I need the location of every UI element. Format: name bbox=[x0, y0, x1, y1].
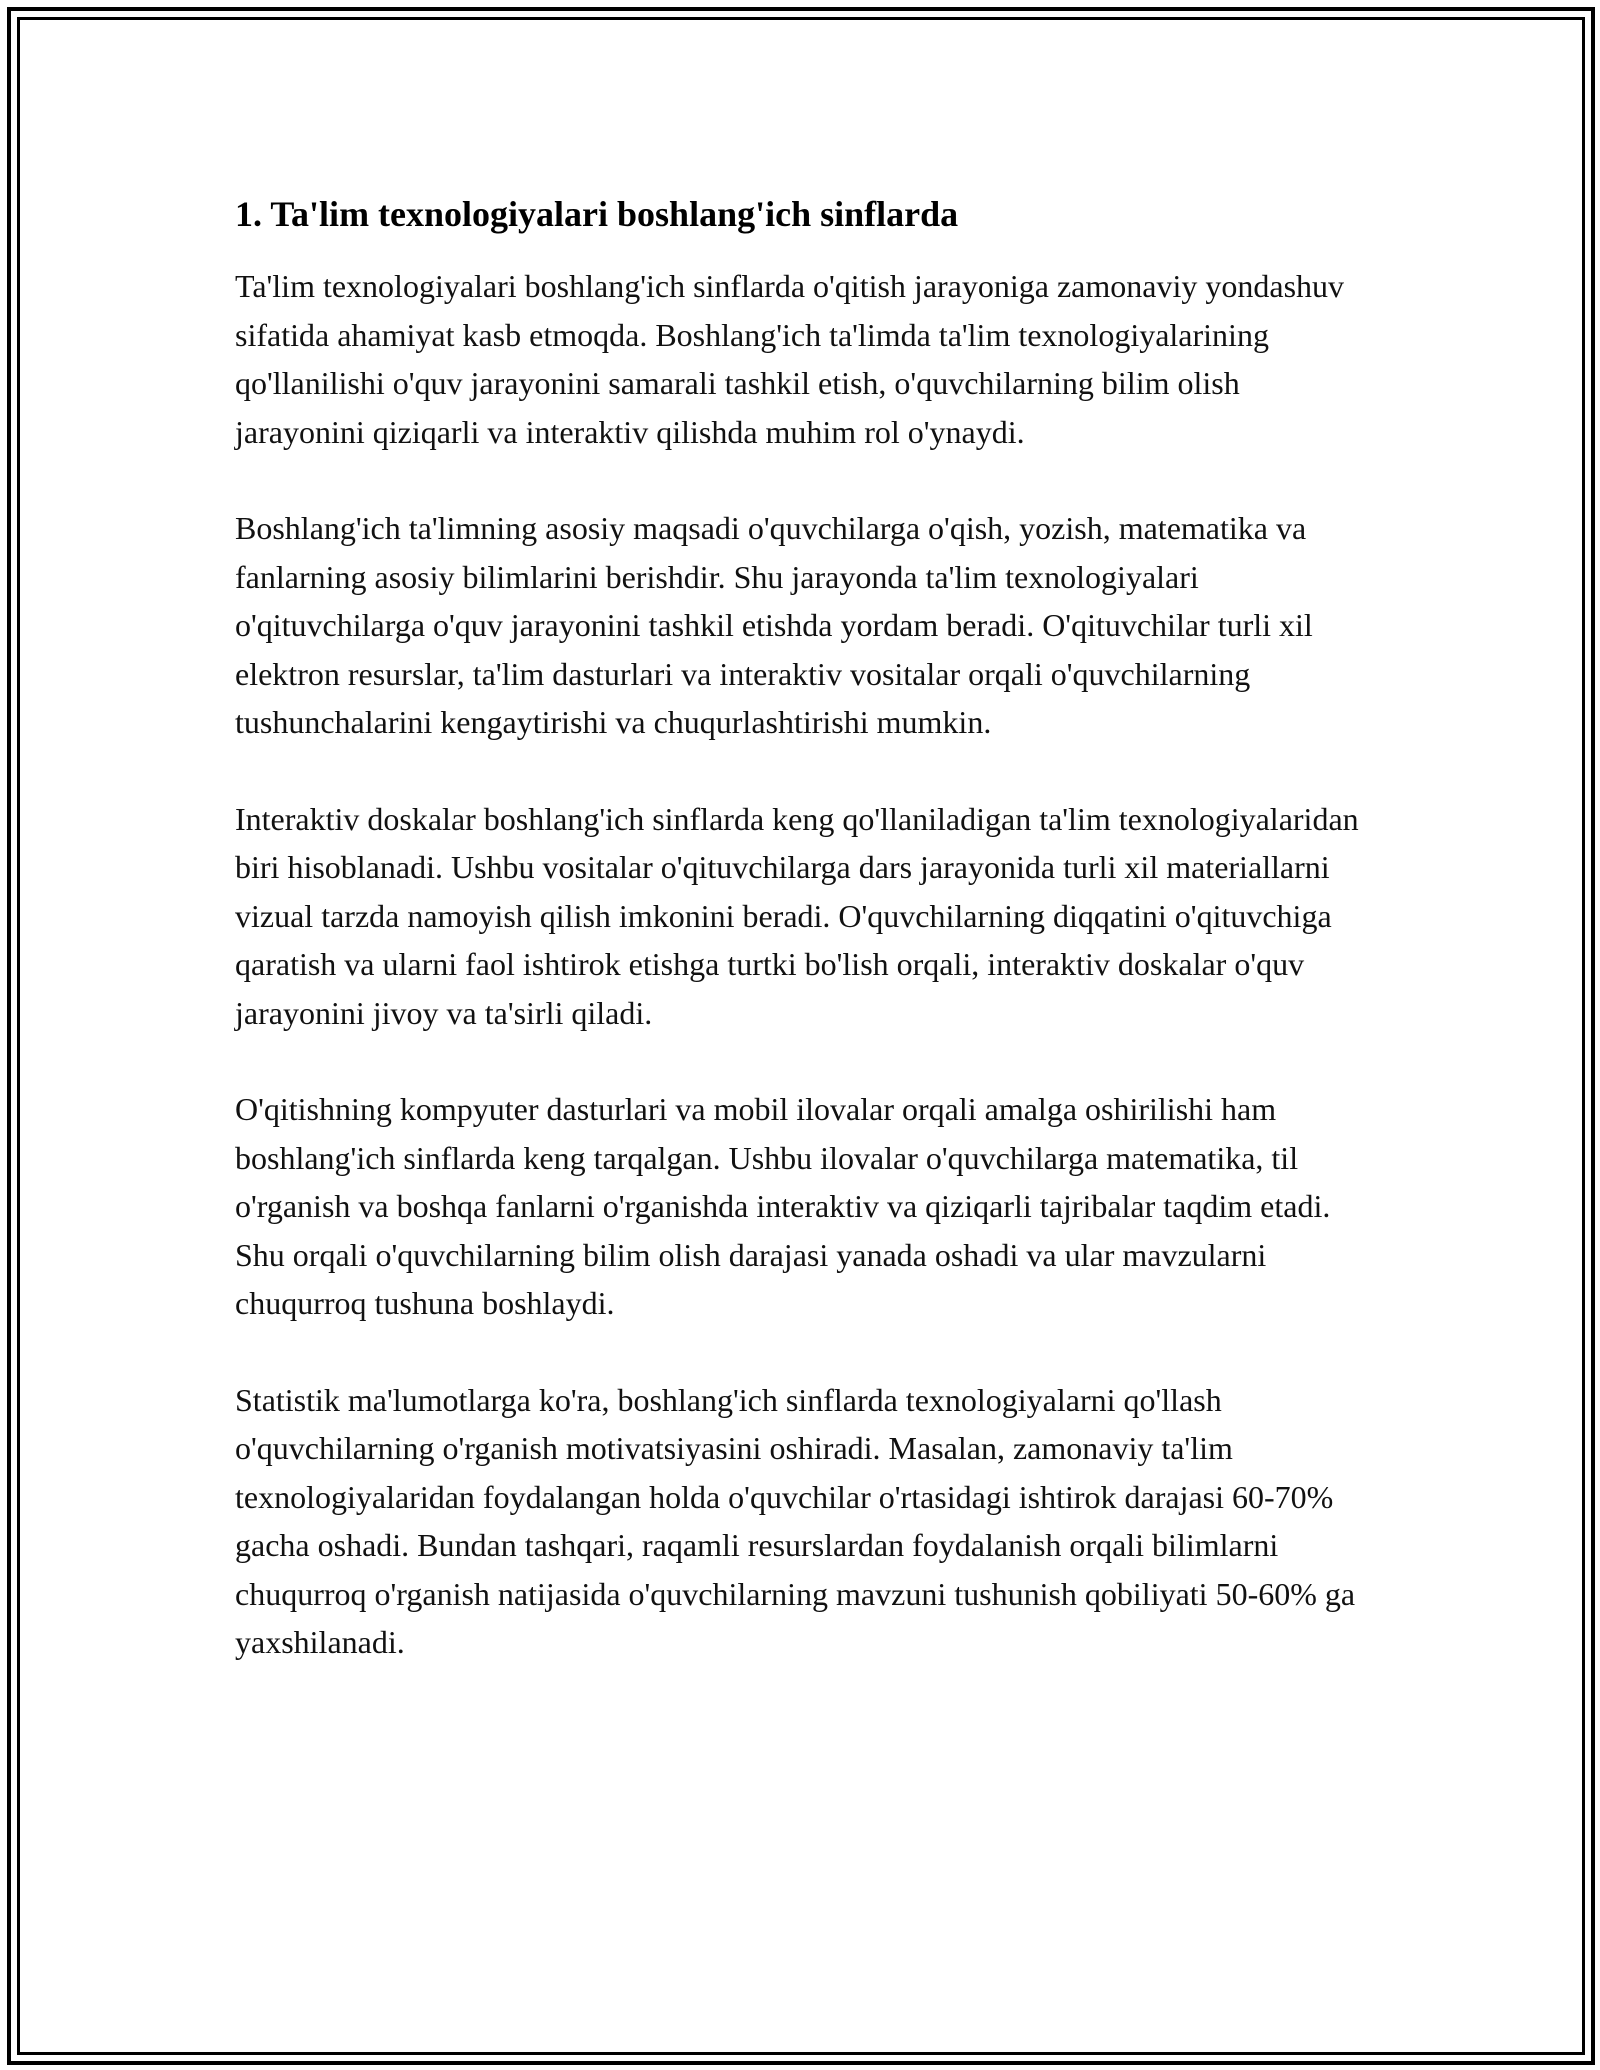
paragraph-1: Ta'lim texnologiyalari boshlang'ich sinflarda o'qitish jarayoniga zamonaviy yondashuv sifatida ahamiyat kasb etmoqda. Boshlang'ich ta'limda ta'lim texnologiyalarining qo'llanilishi o'quv jarayonini samarali tashkil etish, o'quvchilarning bilim olish jarayonini qiziqarli va interaktiv qilishda muhim rol o'ynaydi. bbox=[235, 268, 1345, 450]
document-body bbox=[235, 188, 1375, 1715]
section-heading: 1. Ta'lim texnologiyalari boshlang'ich sinflarda bbox=[235, 194, 959, 234]
paragraph-2: Boshlang'ich ta'limning asosiy maqsadi o'quvchilarga o'qish, yozish, matematika va fanlarning asosiy bilimlarini berishdir. Shu jarayonda ta'lim texnologiyalari o'qituvchilarga o'quv jarayonini tashkil etishda yordam beradi. O'qituvchilar turli xil elektron resurslar, ta'lim dasturlari va interaktiv vositalar orqali o'quvchilarning tushunchalarini kengaytirishi va chuqurlashtirishi mumkin. bbox=[235, 510, 1313, 740]
paragraph-3: Interaktiv doskalar boshlang'ich sinflarda keng qo'llaniladigan ta'lim texnologiyalaridan biri hisoblanadi. Ushbu vositalar o'qituvchilarga dars jarayonida turli xil materiallarni vizual tarzda namoyish qilish imkonini beradi. O'quvchilarning diqqatini o'qituvchiga qaratish va ularni faol ishtirok etishga turtki bo'lish orqali, interaktiv doskalar o'quv jarayonini jivoy va ta'sirli qiladi. bbox=[235, 800, 1359, 1031]
paragraph-4: O'qitishning kompyuter dasturlari va mobil ilovalar orqali amalga oshirilishi ham boshlang'ich sinflarda keng tarqalgan. Ushbu ilovalar o'quvchilarga matematika, til o'rganish va boshqa fanlarni o'rganishda interaktiv va qiziqarli tajribalar taqdim etadi. Shu orqali o'quvchilarning bilim olish darajasi yanada oshadi va ular mavzularni chuqurroq tushuna boshlaydi. bbox=[235, 1091, 1331, 1321]
paragraph-5: Statistik ma'lumotlarga ko'ra, boshlang'ich sinflarda texnologiyalarni qo'llash o'quvchilarning o'rganish motivatsiyasini oshiradi. Masalan, zamonaviy ta'lim texnologiyalaridan foydalangan holda o'quvchilar o'rtasidagi ishtirok darajasi 60-70% gacha oshadi. Bundan tashqari, raqamli resurslardan foydalanish orqali bilimlarni chuqurroq o'rganish natijasida o'quvchilarning mavzuni tushunish qobiliyati 50-60% ga yaxshilanadi. bbox=[235, 1381, 1356, 1660]
